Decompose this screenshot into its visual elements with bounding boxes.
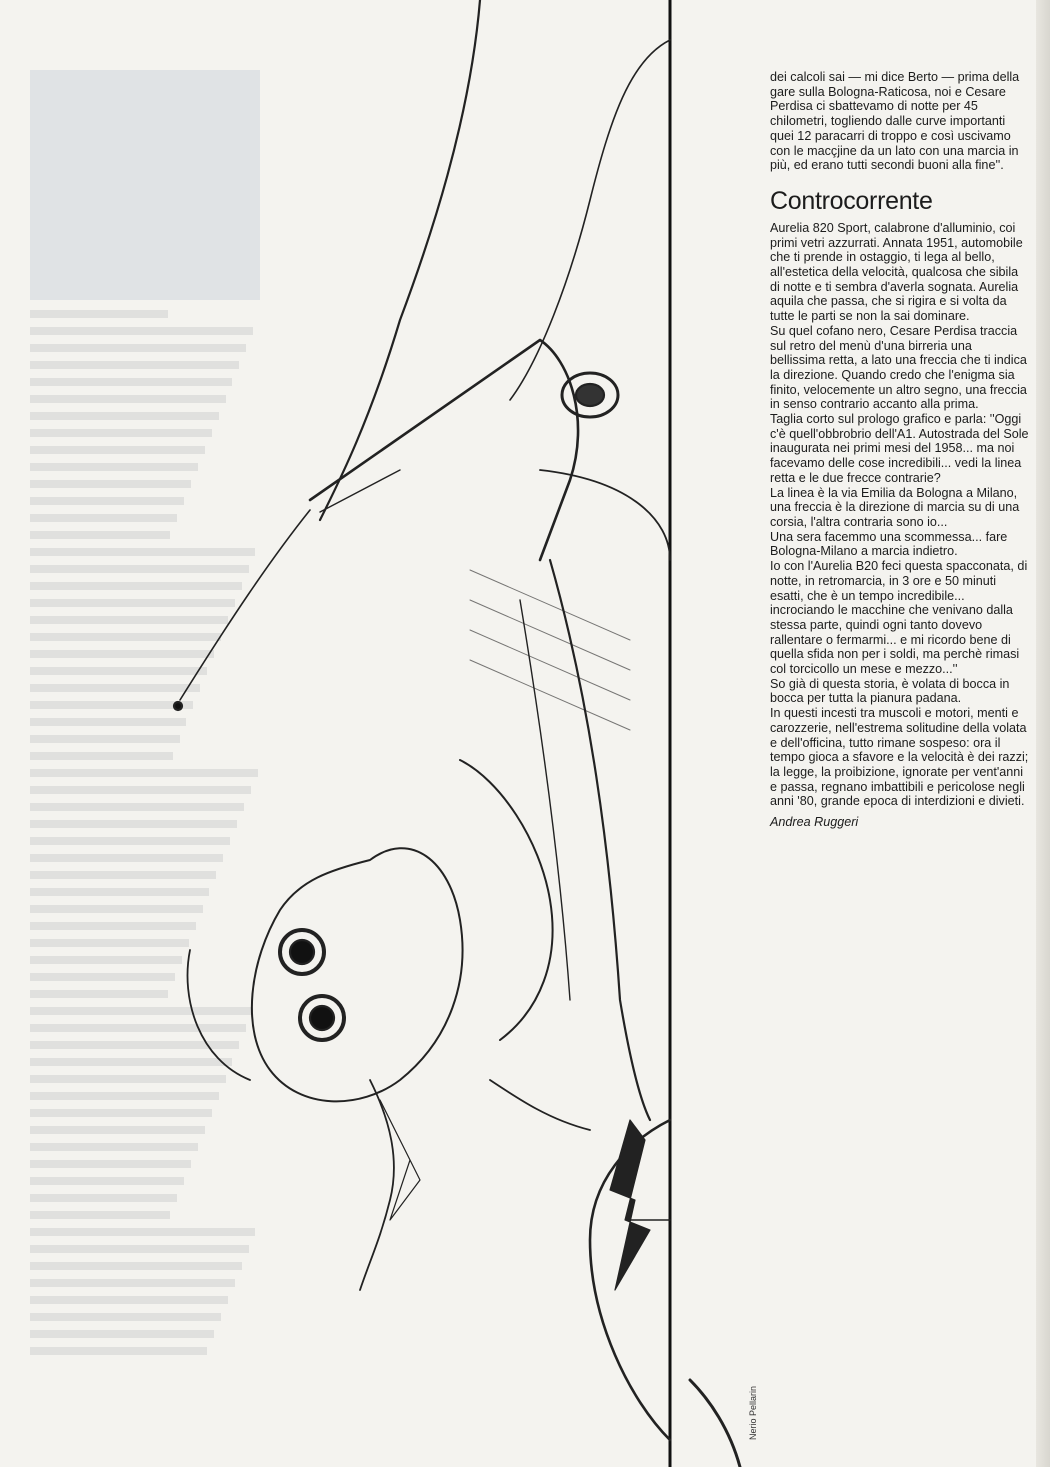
article-column <box>770 70 1030 830</box>
article-paragraph: Taglia corto sul prologo grafico e parla: ''Oggi c'è quell'obbrobrio dell'A1. Autostrada del Sole inaugurata nei primi mesi del 1958... ma noi facevamo delle cose incredibili... vedi la linea retta e le due frecce contrarie? <box>770 412 1029 485</box>
article-paragraph: Una sera facemmo una scommessa... fare Bologna-Milano a marcia indietro. <box>770 529 1008 559</box>
article-paragraph: La linea è la via Emilia da Bologna a Milano, una freccia è la direzione di marcia su di una corsia, l'altra contraria sono io... <box>770 485 1020 529</box>
section-heading: Controcorrente <box>770 186 933 215</box>
article-paragraph: Su quel cofano nero, Cesare Perdisa traccia sul retro del menù d'una birreria una bellissima retta, a lato una freccia che ti indica la direzione. Quando credo che l'enigma sia finito, velocemente un altro segno, una freccia in senso contrario accanto alla prima. <box>770 323 1027 412</box>
article-paragraph: Io con l'Aurelia B20 feci questa spacconata, di notte, in retromarcia, in 3 ore e 50 minuti esatti, che è un tempo incredibile... incrociando le macchine che venivano dalla stessa parte, quindi ogni tanto dovevo rallentare o fermarmi... e mi ricordo bene di quella sfida non per i soldi, ma perchè rimasi col torcicollo un mese e mezzo...'' <box>770 559 1028 677</box>
article-paragraph: So già di questa storia, è volata di bocca in bocca per tutta la pianura padana. <box>770 676 1010 706</box>
article-paragraph: Aurelia 820 Sport, calabrone d'alluminio, coi primi vetri azzurrati. Annata 1951, automobile che ti prende in ostaggio, ti lega al bello, all'estetica della velocità, qualcosa che sibila di notte e ti sembra d'averla sognata. Aurelia aquila che passa, che si rigira e si volta da tutte le parti se non la sai dominare. <box>770 220 1023 324</box>
car-driver-illustration <box>70 0 760 1467</box>
page-edge <box>1036 0 1050 1467</box>
article-paragraph: In questi incesti tra muscoli e motori, menti e carozzerie, nell'estrema solitudine della volata e dell'officina, tutto rimane sospeso: ora il tempo gioca a sfavore e la velocità è dei razzi; la legge, la proibizione, ignorate per vent'anni e passa, regnano imbattibili e pericolose negli anni '80, grande epoca di interdizioni e divieti. <box>770 706 1029 809</box>
author-signature: Andrea Ruggeri <box>770 815 859 830</box>
article-intro: dei calcoli sai — mi dice Berto — prima della gare sulla Bologna-Raticosa, noi e Cesare Perdisa ci sbattevamo di notte per 45 chilometri, togliendo dalle curve importanti quei 12 paracarri di troppo e così uscivamo con le macçjine da un lato con una marcia in più, ed erano tutti secondi buoni alla fine''. <box>770 70 1020 173</box>
illustration-credit: Nerio Pellarin <box>748 1385 758 1440</box>
